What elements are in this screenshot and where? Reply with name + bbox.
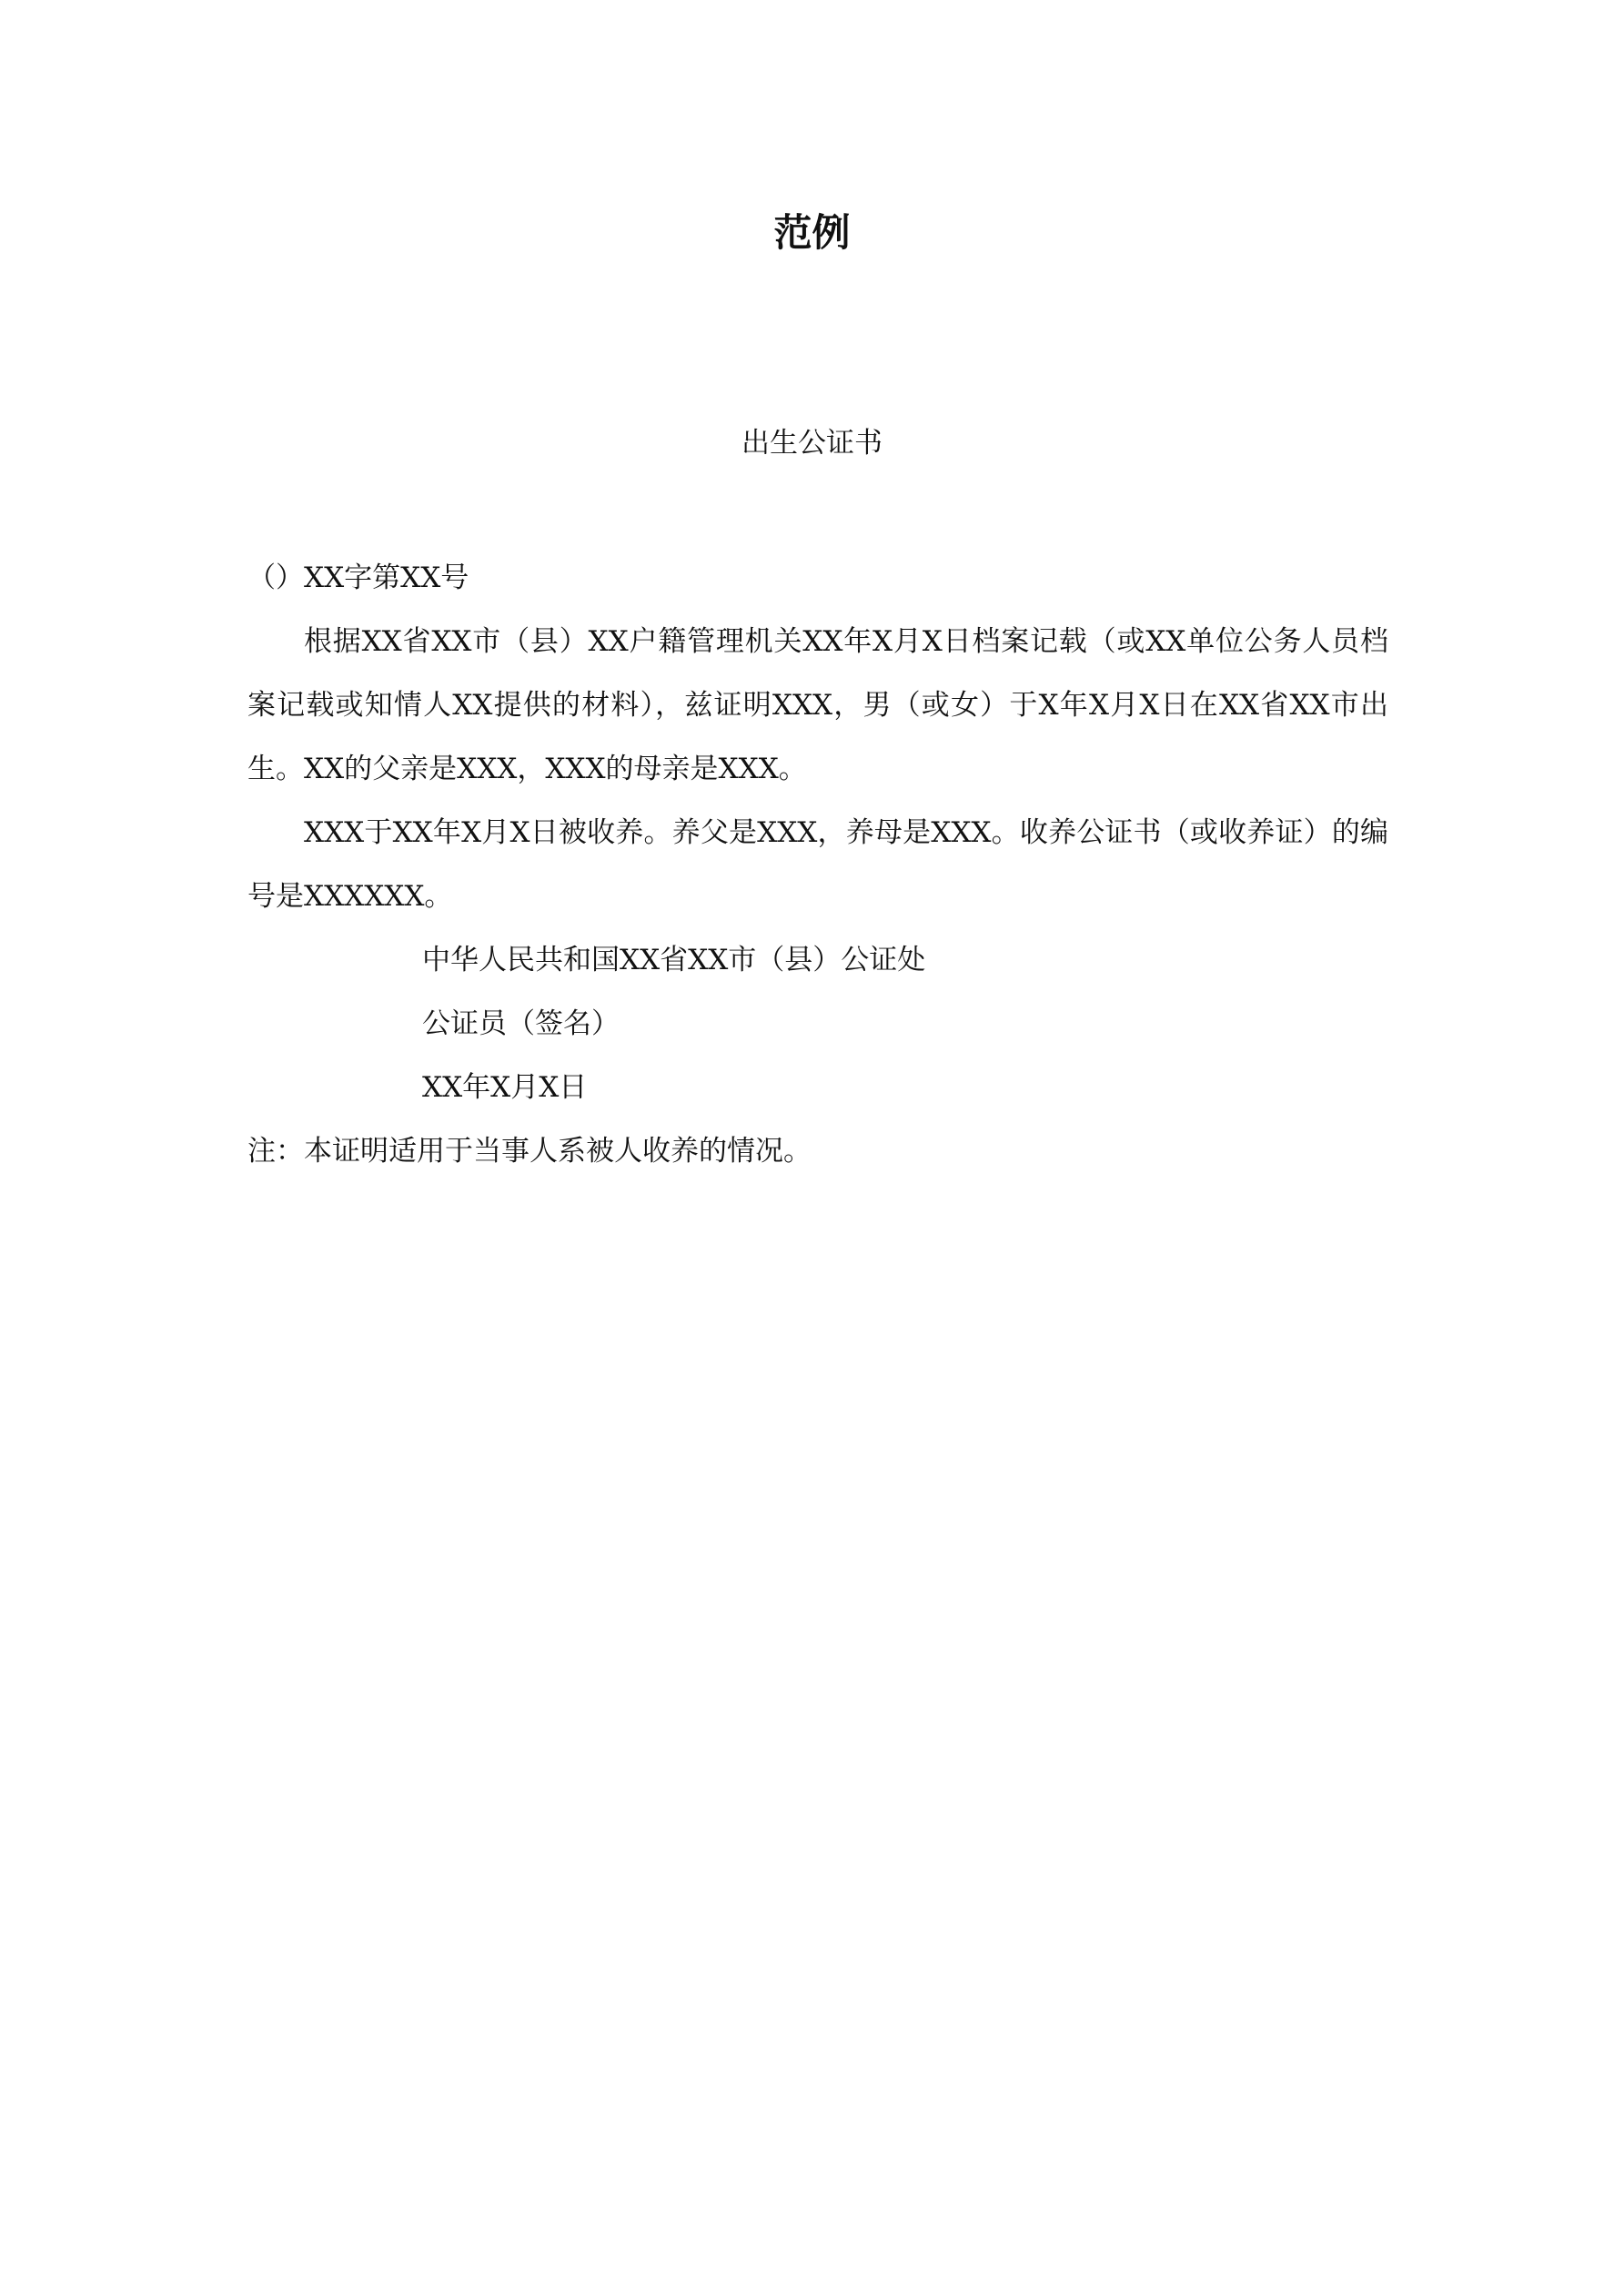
document-body — [247, 546, 1388, 1183]
notary-signature: 公证员（签名） — [422, 1007, 620, 1040]
paragraph-adoption: XXX于XX年X月X日被收养。养父是XXX，养母是XXX。收养公证书（或收养证）的编号是XXXXXX。 — [247, 816, 1388, 913]
issue-date: XX年X月X日 — [422, 1071, 588, 1104]
document-heading: 范例 — [773, 210, 851, 255]
paragraph-birth-record: 根据XX省XX市（县）XX户籍管理机关XX年X月X日档案记载（或XX单位公务人员档案记载或知情人XX提供的材料），兹证明XXX，男（或女）于X年X月X日在XX省XX市出生。XX的父亲是XXX，XXX的母亲是XXX。 — [247, 625, 1388, 785]
document-number: （）XX字第XX号 — [247, 561, 469, 594]
certificate-title: 出生公证书 — [741, 427, 883, 460]
footnote: 注：本证明适用于当事人系被人收养的情况。 — [247, 1135, 812, 1168]
notary-office: 中华人民共和国XX省XX市（县）公证处 — [422, 944, 926, 976]
